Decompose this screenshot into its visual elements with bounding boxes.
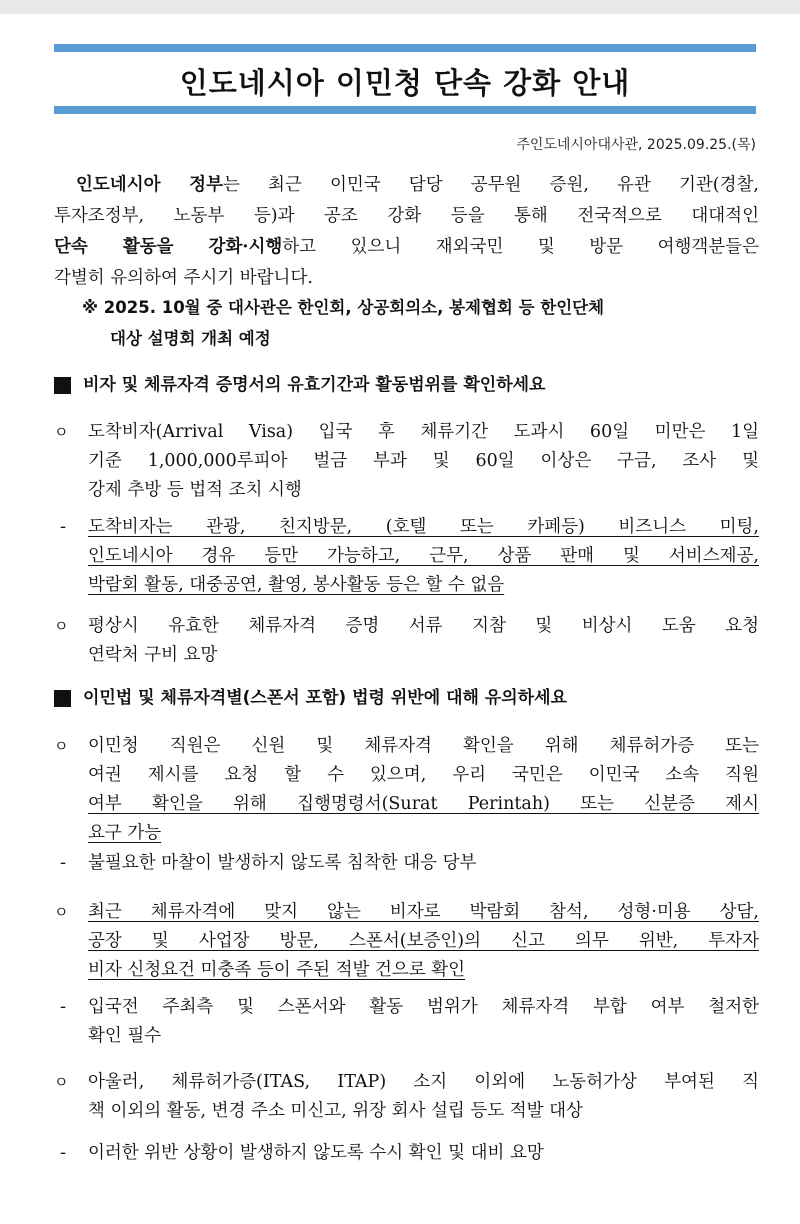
intro-text: 각별히 유의하여 주시기 바랍니다. — [54, 268, 313, 288]
circle-bullet-icon: ㅇ — [54, 737, 69, 755]
section-heading-text: 비자 및 체류자격 증명서의 유효기간과 활동범위를 확인하세요 — [83, 375, 546, 395]
item-line: 최근 체류자격에 맞지 않는 비자로 박람회 참석, 성형·미용 상담, — [88, 902, 759, 922]
section-heading-violations — [54, 683, 764, 713]
item-line: 공장 및 사업장 방문, 스폰서(보증인)의 신고 의무 위반, 투자자 — [88, 931, 759, 951]
item-line: 강제 추방 등 법적 조치 시행 — [88, 480, 302, 500]
square-bullet-icon — [54, 690, 71, 707]
dash-bullet-icon: - — [60, 1143, 67, 1163]
dash-bullet-icon: - — [60, 997, 67, 1017]
item-line: 불필요한 마찰이 발생하지 않도록 침착한 대응 당부 — [88, 853, 477, 873]
note-line: ※ 2025. 10월 중 대사관은 한인회, 상공회의소, 봉제협회 등 한인단체 — [82, 298, 605, 317]
item-line: 책 이외의 활동, 변경 주소 미신고, 위장 회사 설립 등도 적발 대상 — [88, 1101, 583, 1121]
item-line: 확인 필수 — [88, 1026, 162, 1046]
item-line-text: 비자 신청요건 미충족 등이 주된 적발 건으로 확인 — [88, 960, 466, 980]
item-line: 인도네시아 경유 등만 가능하고, 근무, 상품 판매 및 서비스제공, — [88, 546, 759, 566]
intro-text: 하고 있으니 재외국민 및 방문 여행객분들은 — [282, 237, 759, 257]
circle-bullet-icon: ㅇ — [54, 423, 69, 441]
item-line — [88, 956, 759, 985]
circle-bullet-icon: ㅇ — [54, 1073, 69, 1091]
intro-line — [54, 263, 759, 294]
section-heading-visa — [54, 370, 764, 400]
item-line: 여권 제시를 요청 할 수 있으며, 우리 국민은 이민국 소속 직원 — [88, 765, 759, 785]
intro-text: 투자조정부, 노동부 등)과 공조 강화 등을 통해 전국적으로 대대적인 — [54, 206, 759, 226]
item-line-text: 박람회 활동, 대중공연, 촬영, 봉사활동 등은 할 수 없음 — [88, 575, 505, 595]
intro-text: 는 최근 이민국 담당 공무원 증원, 유관 기관(경찰, — [223, 175, 759, 195]
circle-bullet-icon: ㅇ — [54, 903, 69, 921]
item-line: 평상시 유효한 체류자격 증명 서류 지참 및 비상시 도움 요청 — [88, 616, 759, 636]
item-line: 아울러, 체류허가증(ITAS, ITAP) 소지 이외에 노동허가상 부여된 직 — [88, 1072, 759, 1092]
dash-bullet-icon: - — [60, 517, 67, 537]
intro-line — [54, 170, 759, 201]
item-line-text: 요구 가능 — [88, 823, 162, 843]
top-strip — [0, 0, 800, 14]
section-heading-text: 이민법 및 체류자격별(스폰서 포함) 법령 위반에 대해 유의하세요 — [83, 688, 567, 708]
item-line: 기준 1,000,000루피아 벌금 부과 및 60일 이상은 구금, 조사 및 — [88, 451, 759, 471]
item-line: 입국전 주최측 및 스폰서와 활동 범위가 체류자격 부합 여부 철저한 — [88, 997, 759, 1017]
item-line: 도착비자(Arrival Visa) 입국 후 체류기간 도과시 60일 미만은 1일 — [88, 422, 759, 442]
title-bottom-rule — [54, 106, 756, 114]
page-title: 인도네시아 이민청 단속 강화 안내 — [179, 65, 631, 100]
item-line: 도착비자는 관광, 친지방문, (호텔 또는 카페등) 비즈니스 미팅, — [88, 517, 759, 537]
intro-emphasis: 인도네시아 정부 — [76, 175, 223, 195]
item-line: 이러한 위반 상황이 발생하지 않도록 수시 확인 및 대비 요망 — [88, 1143, 544, 1163]
item-line: 연락처 구비 요망 — [88, 645, 218, 665]
dash-bullet-icon: - — [60, 853, 67, 873]
intro-line — [54, 232, 759, 263]
title-top-rule — [54, 44, 756, 52]
item-line: 이민청 직원은 신원 및 체류자격 확인을 위해 체류허가증 또는 — [88, 736, 759, 756]
intro-line — [54, 201, 759, 232]
notice-note — [82, 292, 752, 354]
intro-emphasis: 단속 활동을 강화·시행 — [54, 237, 283, 257]
item-line — [88, 571, 759, 600]
issuer-dateline: 주인도네시아대사관, 2025.09.25.(목) — [516, 137, 756, 153]
intro-paragraph — [54, 170, 759, 294]
note-line: 대상 설명회 개최 예정 — [110, 329, 271, 348]
item-line — [88, 819, 759, 848]
item-line: 여부 확인을 위해 집행명령서(Surat Perintah) 또는 신분증 제시 — [88, 794, 759, 814]
circle-bullet-icon: ㅇ — [54, 617, 69, 635]
square-bullet-icon — [54, 377, 71, 394]
